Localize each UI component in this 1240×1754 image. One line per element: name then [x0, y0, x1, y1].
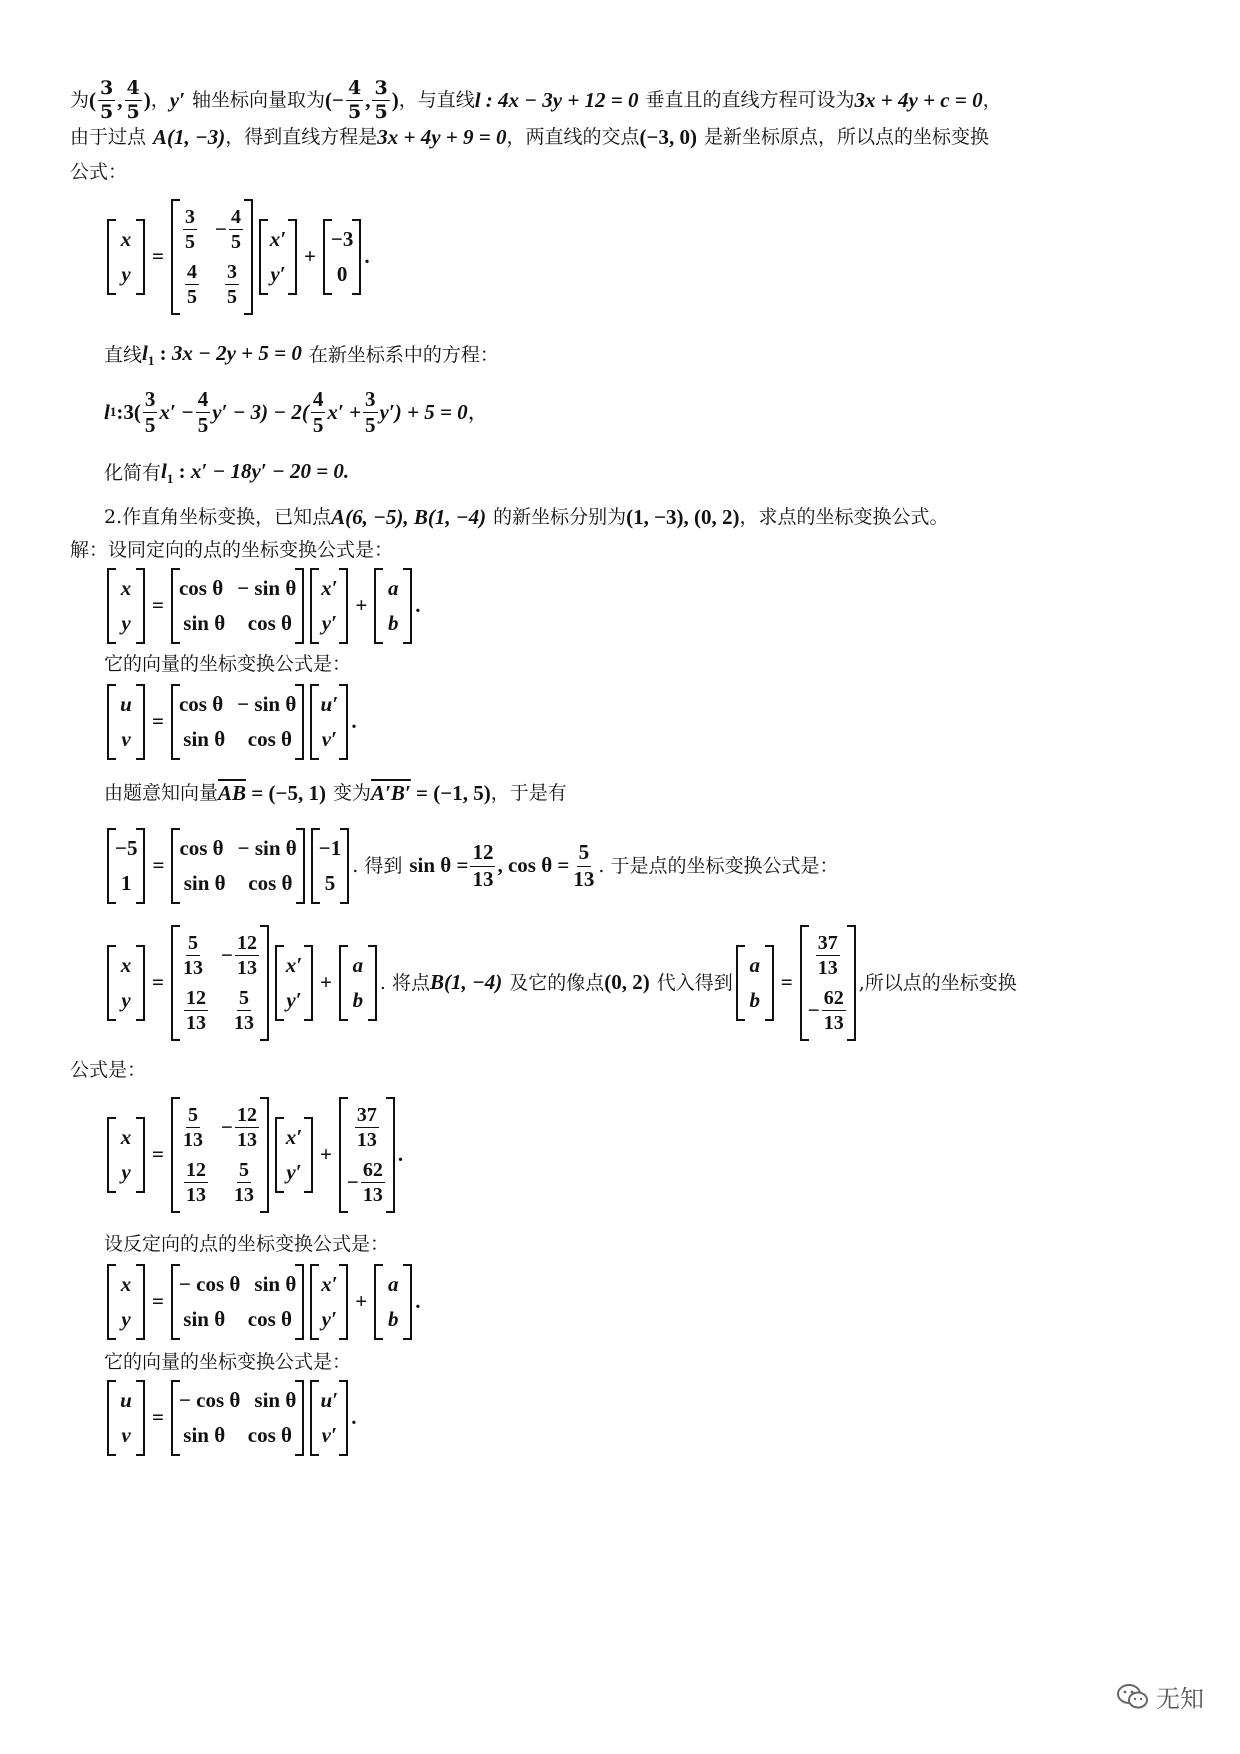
text-line [70, 160, 1240, 185]
math: A(1, −3) [153, 125, 226, 149]
equation: x y = $\frac{3}{5}$ − $\frac{4}{5}$ $\frac{4}{5}$ $\frac{3}{5}$ x′ y′ + −3 0 . [104, 198, 1240, 316]
equation: −5 1 = cos θ − sin θ sin θ cos θ −1 5 . 得到 sin θ = $\frac{12}{13}$ , cos θ = $\frac{5}{13}$ . 于是点的坐标变换公式是： [104, 834, 1240, 898]
fraction: $\frac{4}{5}$ [347, 77, 362, 123]
math: 3x − 2y + 5 = 0 [171, 341, 302, 365]
text: ，求点的坐标变换公式。 [739, 506, 949, 529]
matrix: x y [107, 219, 145, 296]
text: ，两直线的交点 [506, 126, 640, 149]
text: 公式是： [70, 1059, 147, 1081]
watermark-text: 无知 [1156, 1685, 1204, 1713]
text: ，于是有 [490, 782, 567, 805]
text-line [70, 78, 1240, 123]
text-line [70, 538, 1240, 563]
text: ， [982, 89, 1002, 112]
math: , [117, 87, 123, 112]
equation: x y = − cos θ sin θ sin θ cos θ x′ y′ + a b . [104, 1270, 1240, 1334]
text: 由于过点 [70, 126, 147, 149]
text-line: 直线 $l_1$ : 3x − 2y + 5 = 0 在新坐标系中的方程： [104, 341, 499, 369]
fraction: $\frac{3}{5}$ [100, 77, 114, 123]
text: 设反定向的点的坐标变换公式是： [104, 1233, 390, 1255]
text: 2.作直角坐标变换，已知点 [104, 506, 332, 529]
math: y′ [169, 87, 185, 112]
fraction: $\frac{3}{5}$ [374, 77, 388, 123]
text: ， [150, 89, 170, 112]
text-line [70, 124, 1240, 151]
math: − [332, 87, 344, 112]
text: 为 [70, 89, 90, 112]
math: ( [325, 87, 332, 112]
math: , [365, 87, 371, 112]
equation: x y = cos θ − sin θ sin θ cos θ x′ y′ + a b . [104, 574, 1240, 638]
text: 它的向量的坐标变换公式是： [104, 1351, 352, 1373]
math: ) [391, 87, 399, 112]
text-line [104, 1232, 1240, 1257]
text: 垂直且的直线方程可设为 [645, 89, 855, 112]
text: 由题意知向量 [104, 782, 219, 805]
math: 3x + 4y + c = 0 [854, 87, 983, 112]
fraction: $\frac{4}{5}$ [126, 77, 140, 123]
matrix: $\frac{3}{5}$ − $\frac{4}{5}$ $\frac{4}{5}$ $\frac{3}{5}$ [171, 199, 253, 315]
equation: x y = $\frac{5}{13}$ − $\frac{12}{13}$ $\frac{12}{13}$ $\frac{5}{13}$ x′ y′ + $\frac{37}{13}$ − $\frac{62}{13}$ . [104, 1100, 1240, 1210]
matrix: −3 0 [323, 219, 361, 296]
watermark [1116, 1679, 1204, 1714]
math: l : 4x − 3y + 12 = 0 [474, 87, 639, 112]
text: 变为 [332, 782, 371, 805]
text: 在新坐标系中的方程： [308, 343, 499, 366]
text: 的新坐标分别为 [493, 506, 627, 529]
text: 是新坐标原点，所以点的坐标变换 [703, 126, 989, 149]
text: 公式： [70, 161, 128, 183]
equation: u v = − cos θ sin θ sin θ cos θ u′ v′ . [104, 1386, 1240, 1450]
math: (−3, 0) [639, 125, 697, 149]
text: 化简有 [104, 461, 162, 484]
text: 直线 [104, 343, 143, 366]
equation: u v = cos θ − sin θ sin θ cos θ u′ v′ . [104, 690, 1240, 754]
text: 解：设同定向的点的坐标变换公式是： [70, 539, 394, 561]
math: ( [89, 87, 97, 112]
text: 它的向量的坐标变换公式是： [104, 653, 352, 675]
text-line [70, 1058, 1240, 1083]
text-line [104, 652, 1240, 677]
equation: x y = $\frac{5}{13}$ − $\frac{12}{13}$ $\frac{12}{13}$ $\frac{5}{13}$ x′ y′ + a b . 将点 B(1, −4) 及它的像点 (0, 2) 代入得到 a b = $\frac{37}{13}$ − $\frac{62}{13}$ ,所以点的坐标变换 [104, 928, 1240, 1038]
wechat-icon [1116, 1683, 1150, 1711]
math: ) [143, 87, 151, 112]
matrix: x′ y′ [259, 219, 297, 296]
problem-statement: 2.作直角坐标变换，已知点 A(6, −5), B(1, −4) 的新坐标分别为 (1, −3), (0, 2) ，求点的坐标变换公式。 [104, 505, 949, 529]
text-line [104, 1350, 1240, 1375]
text-line: 化简有 $l_1$ : x′ − 18y′ − 20 = 0. [104, 459, 350, 487]
math: 3x + 4y + 9 = 0 [377, 125, 507, 149]
text: 轴坐标向量取为 [191, 89, 325, 112]
text: ，与直线 [398, 89, 475, 112]
text-line: 由题意知向量 $\overline{AB} = (-5$, 1) 变为 A′B′ = (−1, 5) ，于是有 [104, 781, 567, 805]
math: x′ − 18y′ − 20 = 0. [190, 459, 350, 483]
equation: l 1 : 3( $\frac{3}{5}$ x′ − $\frac{4}{5}$ y′ − 3) − 2( $\frac{4}{5}$ x′ + $\frac{3}{5}$ y′) + 5 = 0 ， [104, 387, 489, 438]
text: ，得到直线方程是 [225, 126, 378, 149]
